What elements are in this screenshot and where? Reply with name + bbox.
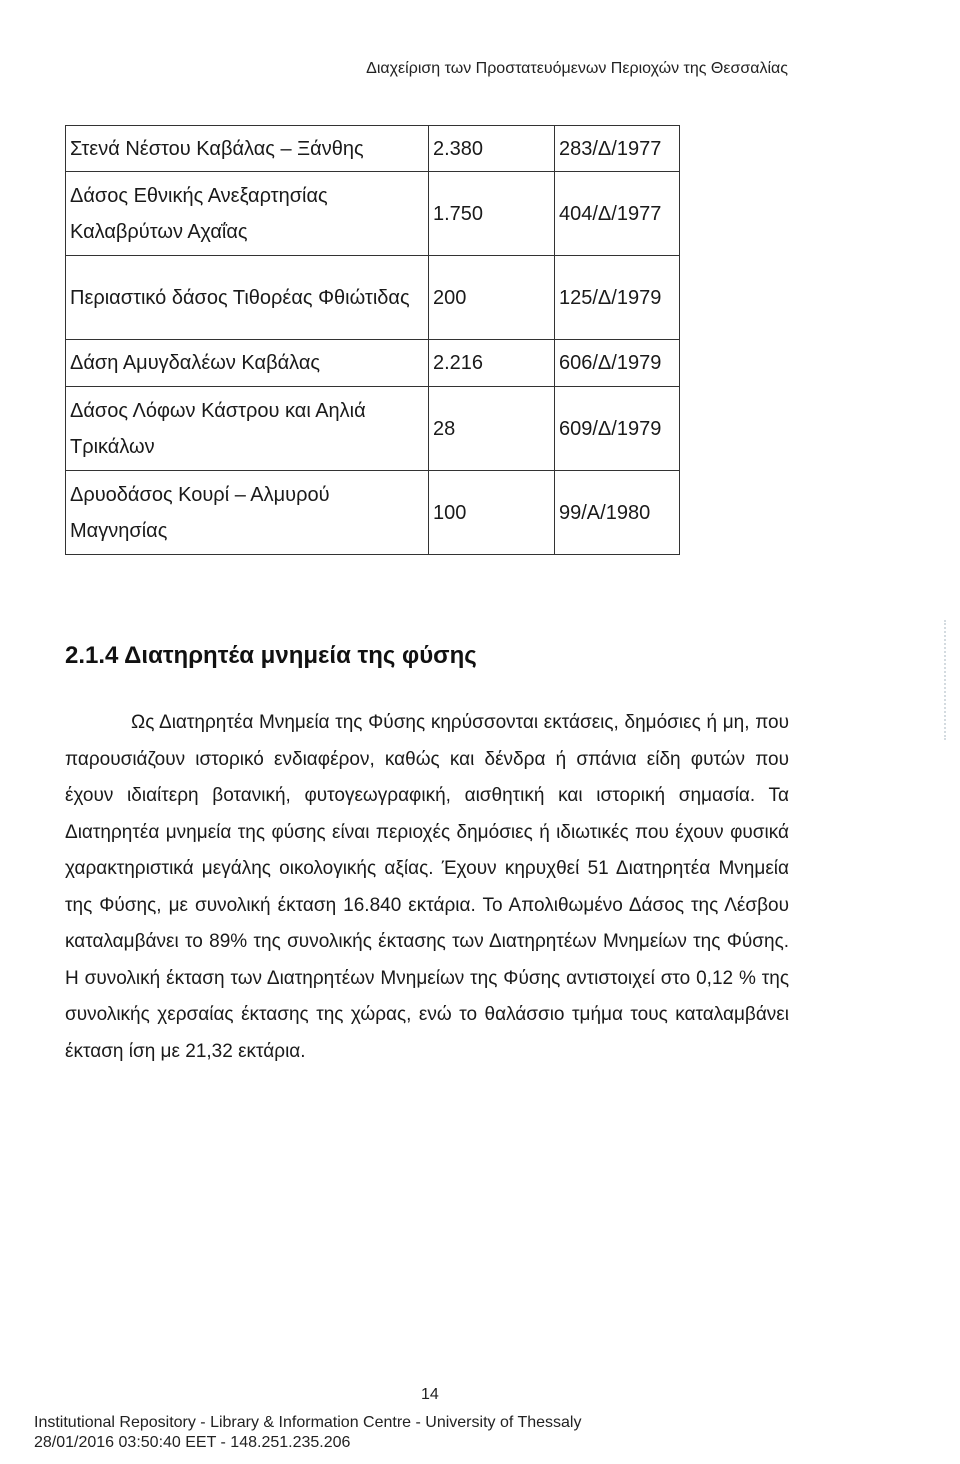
running-header: Διαχείριση των Προστατευόμενων Περιοχών της Θεσσαλίας [366,60,788,77]
table-row [66,256,680,340]
area-size-cell: 2.216 [429,340,555,387]
table-row [66,340,680,387]
table-row [66,387,680,471]
decree-cell: 99/Α/1980 [555,471,680,555]
repository-footer: Institutional Repository - Library & Information Centre - University of Thessaly [34,1414,582,1431]
table-row [66,172,680,256]
decree-cell: 283/Δ/1977 [555,126,680,172]
body-text [65,705,789,1070]
paragraph: Ως Διατηρητέα Μνημεία της Φύσης κηρύσσονται εκτάσεις, δημόσιες ή μη, που παρουσιάζουν ιστορικό ενδιαφέρον, καθώς και δένδρα ή σπάνια είδη φυτών που έχουν ιδιαίτερη βοτανική, φυτογεωγραφική, αισθητική και ιστορική σημασία. Τα Διατηρητέα μνημεία της φύσης είναι περιοχές δημόσιες ή ιδιωτικές που έχουν φυσικά χαρακτηριστικά μεγάλης οικολογικής αξίας. Έχουν κηρυχθεί 51 Διατηρητέα Μνημεία της Φύσης, με συνολική έκταση 16.840 εκτάρια. Το Απολιθωμένο Δάσος της Λέσβου καταλαμβάνει το 89% της συνολικής έκτασης των Διατηρητέων Μνημείων της Φύσης. Η συνολική έκταση των Διατηρητέων Μνημείων της Φύσης αντιστοιχεί στο 0,12 % της συνολικής χερσαίας έκτασης της χώρας, ενώ το θαλάσσιο τμήμα τους καταλαμβάνει έκταση ίση με 21,32 εκτάρια. [65,712,789,1062]
section-heading: 2.1.4 Διατηρητέα μνημεία της φύσης [65,642,477,669]
area-size-cell: 200 [429,256,555,340]
area-name-cell: Στενά Νέστου Καβάλας – Ξάνθης [66,126,429,172]
area-name-cell: Δάσος Λόφων Κάστρου και Αηλιά Τρικάλων [66,387,429,471]
decree-cell: 606/Δ/1979 [555,340,680,387]
area-name-cell: Περιαστικό δάσος Τιθορέας Φθιώτιδας [66,256,429,340]
area-name-cell: Δάσος Εθνικής Ανεξαρτησίας Καλαβρύτων Αχαΐας [66,172,429,256]
area-size-cell: 1.750 [429,172,555,256]
page-number: 14 [421,1386,439,1403]
decree-cell: 404/Δ/1977 [555,172,680,256]
area-name-cell: Δάση Αμυγδαλέων Καβάλας [66,340,429,387]
decree-cell: 125/Δ/1979 [555,256,680,340]
scan-margin-artifact [944,620,960,740]
timestamp-footer: 28/01/2016 03:50:40 EET - 148.251.235.206 [34,1434,351,1451]
decree-cell: 609/Δ/1979 [555,387,680,471]
table-row [66,126,680,172]
area-size-cell: 28 [429,387,555,471]
area-size-cell: 2.380 [429,126,555,172]
area-name-cell: Δρυοδάσος Κουρί – Αλμυρού Μαγνησίας [66,471,429,555]
area-size-cell: 100 [429,471,555,555]
table-row [66,471,680,555]
protected-areas-table [65,125,680,555]
